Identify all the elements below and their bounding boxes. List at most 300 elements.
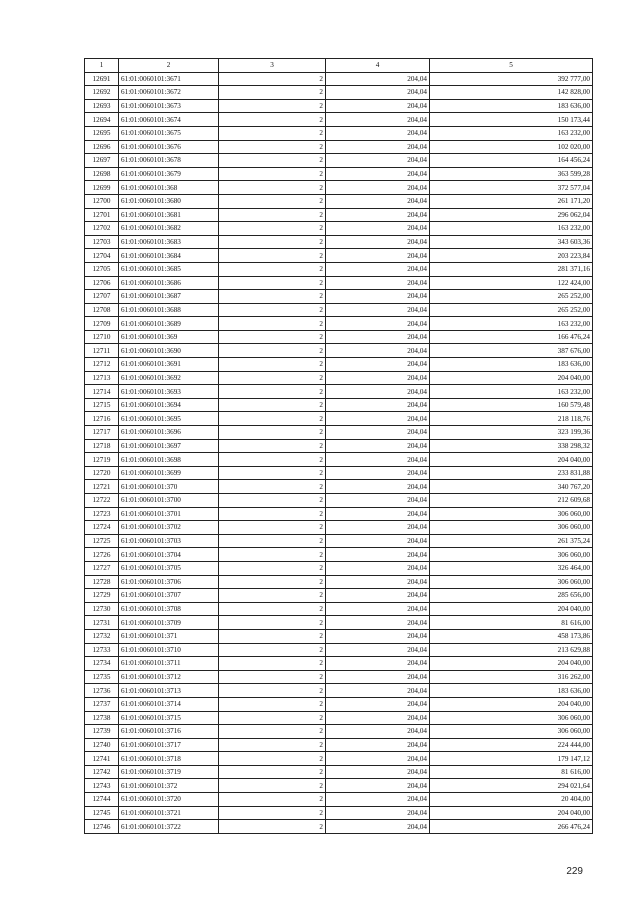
row-number-cell: 12693 (85, 99, 119, 113)
rate-cell: 204,04 (326, 589, 430, 603)
table-row (85, 126, 593, 140)
category-cell: 2 (219, 738, 326, 752)
table-row (85, 262, 593, 276)
category-cell: 2 (219, 86, 326, 100)
table-row (85, 670, 593, 684)
row-number-cell: 12708 (85, 303, 119, 317)
table-header (85, 59, 593, 73)
cadastral-number-cell: 61:01:0060101:3691 (119, 358, 219, 372)
header-row (85, 59, 593, 73)
row-number-cell: 12730 (85, 602, 119, 616)
category-cell: 2 (219, 453, 326, 467)
rate-cell: 204,04 (326, 616, 430, 630)
value-cell: 183 636,00 (430, 99, 593, 113)
table-row (85, 72, 593, 86)
table-row (85, 820, 593, 834)
category-cell: 2 (219, 725, 326, 739)
cadastral-number-cell: 61:01:0060101:3685 (119, 262, 219, 276)
rate-cell: 204,04 (326, 697, 430, 711)
cadastral-number-cell: 61:01:0060101:3704 (119, 548, 219, 562)
column-header-5: 5 (430, 59, 593, 73)
row-number-cell: 12711 (85, 344, 119, 358)
cadastral-number-cell: 61:01:0060101:3713 (119, 684, 219, 698)
category-cell: 2 (219, 113, 326, 127)
value-cell: 392 777,00 (430, 72, 593, 86)
cadastral-number-cell: 61:01:0060101:3712 (119, 670, 219, 684)
table-body (85, 72, 593, 833)
cadastral-number-cell: 61:01:0060101:3715 (119, 711, 219, 725)
cadastral-number-cell: 61:01:0060101:371 (119, 629, 219, 643)
row-number-cell: 12718 (85, 439, 119, 453)
rate-cell: 204,04 (326, 344, 430, 358)
rate-cell: 204,04 (326, 534, 430, 548)
row-number-cell: 12702 (85, 222, 119, 236)
table-row (85, 412, 593, 426)
cadastral-number-cell: 61:01:0060101:3699 (119, 466, 219, 480)
row-number-cell: 12713 (85, 371, 119, 385)
category-cell: 2 (219, 208, 326, 222)
row-number-cell: 12746 (85, 820, 119, 834)
row-number-cell: 12704 (85, 249, 119, 263)
cadastral-number-cell: 61:01:0060101:369 (119, 330, 219, 344)
rate-cell: 204,04 (326, 113, 430, 127)
category-cell: 2 (219, 358, 326, 372)
table-row (85, 738, 593, 752)
cadastral-number-cell: 61:01:0060101:3709 (119, 616, 219, 630)
value-cell: 218 118,76 (430, 412, 593, 426)
table-row (85, 711, 593, 725)
table-row (85, 466, 593, 480)
cadastral-number-cell: 61:01:0060101:3702 (119, 521, 219, 535)
value-cell: 326 464,00 (430, 561, 593, 575)
row-number-cell: 12726 (85, 548, 119, 562)
table-row (85, 398, 593, 412)
value-cell: 281 371,16 (430, 262, 593, 276)
category-cell: 2 (219, 222, 326, 236)
rate-cell: 204,04 (326, 86, 430, 100)
rate-cell: 204,04 (326, 276, 430, 290)
value-cell: 163 232,00 (430, 385, 593, 399)
rate-cell: 204,04 (326, 154, 430, 168)
category-cell: 2 (219, 194, 326, 208)
category-cell: 2 (219, 140, 326, 154)
category-cell: 2 (219, 602, 326, 616)
rate-cell: 204,04 (326, 752, 430, 766)
value-cell: 204 040,00 (430, 657, 593, 671)
category-cell: 2 (219, 466, 326, 480)
table-row (85, 575, 593, 589)
rate-cell: 204,04 (326, 222, 430, 236)
row-number-cell: 12735 (85, 670, 119, 684)
value-cell: 164 456,24 (430, 154, 593, 168)
cadastral-number-cell: 61:01:0060101:3711 (119, 657, 219, 671)
table-row (85, 249, 593, 263)
rate-cell: 204,04 (326, 793, 430, 807)
row-number-cell: 12736 (85, 684, 119, 698)
category-cell: 2 (219, 643, 326, 657)
category-cell: 2 (219, 290, 326, 304)
cadastral-number-cell: 61:01:0060101:3701 (119, 507, 219, 521)
value-cell: 204 040,00 (430, 453, 593, 467)
table-row (85, 602, 593, 616)
category-cell: 2 (219, 657, 326, 671)
value-cell: 306 060,00 (430, 711, 593, 725)
rate-cell: 204,04 (326, 480, 430, 494)
row-number-cell: 12732 (85, 629, 119, 643)
category-cell: 2 (219, 72, 326, 86)
table-row (85, 534, 593, 548)
rate-cell: 204,04 (326, 317, 430, 331)
cadastral-number-cell: 61:01:0060101:3703 (119, 534, 219, 548)
value-cell: 343 603,36 (430, 235, 593, 249)
table-row (85, 330, 593, 344)
cadastral-number-cell: 61:01:0060101:3705 (119, 561, 219, 575)
value-cell: 265 252,00 (430, 290, 593, 304)
category-cell: 2 (219, 439, 326, 453)
category-cell: 2 (219, 330, 326, 344)
category-cell: 2 (219, 575, 326, 589)
row-number-cell: 12701 (85, 208, 119, 222)
value-cell: 179 147,12 (430, 752, 593, 766)
value-cell: 166 476,24 (430, 330, 593, 344)
category-cell: 2 (219, 249, 326, 263)
table-row (85, 235, 593, 249)
row-number-cell: 12707 (85, 290, 119, 304)
table-row (85, 426, 593, 440)
row-number-cell: 12728 (85, 575, 119, 589)
category-cell: 2 (219, 684, 326, 698)
table-row (85, 290, 593, 304)
table-row (85, 684, 593, 698)
category-cell: 2 (219, 276, 326, 290)
cadastral-number-cell: 61:01:0060101:3674 (119, 113, 219, 127)
value-cell: 266 476,24 (430, 820, 593, 834)
row-number-cell: 12694 (85, 113, 119, 127)
value-cell: 20 404,00 (430, 793, 593, 807)
rate-cell: 204,04 (326, 779, 430, 793)
row-number-cell: 12710 (85, 330, 119, 344)
rate-cell: 204,04 (326, 140, 430, 154)
rate-cell: 204,04 (326, 358, 430, 372)
category-cell: 2 (219, 548, 326, 562)
value-cell: 261 375,24 (430, 534, 593, 548)
category-cell: 2 (219, 181, 326, 195)
rate-cell: 204,04 (326, 711, 430, 725)
row-number-cell: 12709 (85, 317, 119, 331)
rate-cell: 204,04 (326, 385, 430, 399)
rate-cell: 204,04 (326, 521, 430, 535)
row-number-cell: 12691 (85, 72, 119, 86)
row-number-cell: 12719 (85, 453, 119, 467)
category-cell: 2 (219, 779, 326, 793)
rate-cell: 204,04 (326, 412, 430, 426)
rate-cell: 204,04 (326, 303, 430, 317)
row-number-cell: 12720 (85, 466, 119, 480)
row-number-cell: 12715 (85, 398, 119, 412)
category-cell: 2 (219, 344, 326, 358)
table-row (85, 194, 593, 208)
value-cell: 233 831,88 (430, 466, 593, 480)
cadastral-number-cell: 61:01:0060101:3718 (119, 752, 219, 766)
table-row (85, 453, 593, 467)
table-row (85, 779, 593, 793)
value-cell: 204 040,00 (430, 806, 593, 820)
cadastral-number-cell: 61:01:0060101:3721 (119, 806, 219, 820)
cadastral-number-cell: 61:01:0060101:3672 (119, 86, 219, 100)
rate-cell: 204,04 (326, 398, 430, 412)
category-cell: 2 (219, 752, 326, 766)
value-cell: 204 040,00 (430, 697, 593, 711)
category-cell: 2 (219, 521, 326, 535)
value-cell: 163 232,00 (430, 222, 593, 236)
value-cell: 203 223,84 (430, 249, 593, 263)
row-number-cell: 12744 (85, 793, 119, 807)
row-number-cell: 12745 (85, 806, 119, 820)
table-row (85, 222, 593, 236)
value-cell: 160 579,48 (430, 398, 593, 412)
rate-cell: 204,04 (326, 371, 430, 385)
value-cell: 338 298,32 (430, 439, 593, 453)
value-cell: 204 040,00 (430, 602, 593, 616)
value-cell: 224 444,00 (430, 738, 593, 752)
rate-cell: 204,04 (326, 453, 430, 467)
value-cell: 294 021,64 (430, 779, 593, 793)
cadastral-number-cell: 61:01:0060101:3689 (119, 317, 219, 331)
value-cell: 340 767,20 (430, 480, 593, 494)
rate-cell: 204,04 (326, 657, 430, 671)
rate-cell: 204,04 (326, 820, 430, 834)
category-cell: 2 (219, 507, 326, 521)
cadastral-number-cell: 61:01:0060101:3694 (119, 398, 219, 412)
row-number-cell: 12703 (85, 235, 119, 249)
cadastral-number-cell: 61:01:0060101:3695 (119, 412, 219, 426)
category-cell: 2 (219, 534, 326, 548)
category-cell: 2 (219, 561, 326, 575)
cadastral-number-cell: 61:01:0060101:3719 (119, 765, 219, 779)
cadastral-number-cell: 61:01:0060101:3710 (119, 643, 219, 657)
rate-cell: 204,04 (326, 439, 430, 453)
cadastral-number-cell: 61:01:0060101:3716 (119, 725, 219, 739)
row-number-cell: 12700 (85, 194, 119, 208)
value-cell: 213 629,88 (430, 643, 593, 657)
rate-cell: 204,04 (326, 290, 430, 304)
row-number-cell: 12699 (85, 181, 119, 195)
table-row (85, 113, 593, 127)
rate-cell: 204,04 (326, 99, 430, 113)
rate-cell: 204,04 (326, 561, 430, 575)
cadastral-number-cell: 61:01:0060101:3687 (119, 290, 219, 304)
cadastral-number-cell: 61:01:0060101:3697 (119, 439, 219, 453)
value-cell: 163 232,00 (430, 126, 593, 140)
rate-cell: 204,04 (326, 262, 430, 276)
category-cell: 2 (219, 494, 326, 508)
category-cell: 2 (219, 371, 326, 385)
table-row (85, 303, 593, 317)
table-row (85, 616, 593, 630)
row-number-cell: 12716 (85, 412, 119, 426)
cadastral-number-cell: 61:01:0060101:3684 (119, 249, 219, 263)
category-cell: 2 (219, 711, 326, 725)
category-cell: 2 (219, 167, 326, 181)
category-cell: 2 (219, 99, 326, 113)
table-row (85, 344, 593, 358)
row-number-cell: 12739 (85, 725, 119, 739)
category-cell: 2 (219, 629, 326, 643)
row-number-cell: 12692 (85, 86, 119, 100)
table-row (85, 725, 593, 739)
column-header-1: 1 (85, 59, 119, 73)
rate-cell: 204,04 (326, 235, 430, 249)
cadastral-number-cell: 61:01:0060101:3686 (119, 276, 219, 290)
table-row (85, 561, 593, 575)
rate-cell: 204,04 (326, 806, 430, 820)
cadastral-number-cell: 61:01:0060101:3717 (119, 738, 219, 752)
row-number-cell: 12712 (85, 358, 119, 372)
category-cell: 2 (219, 126, 326, 140)
value-cell: 142 828,00 (430, 86, 593, 100)
rate-cell: 204,04 (326, 629, 430, 643)
rate-cell: 204,04 (326, 738, 430, 752)
rate-cell: 204,04 (326, 167, 430, 181)
rate-cell: 204,04 (326, 194, 430, 208)
category-cell: 2 (219, 426, 326, 440)
value-cell: 306 060,00 (430, 507, 593, 521)
cadastral-number-cell: 61:01:0060101:3681 (119, 208, 219, 222)
cadastral-number-cell: 61:01:0060101:3692 (119, 371, 219, 385)
cadastral-number-cell: 61:01:0060101:3680 (119, 194, 219, 208)
data-table (84, 58, 593, 834)
row-number-cell: 12721 (85, 480, 119, 494)
value-cell: 212 609,68 (430, 494, 593, 508)
cadastral-number-cell: 61:01:0060101:370 (119, 480, 219, 494)
category-cell: 2 (219, 412, 326, 426)
value-cell: 306 060,00 (430, 575, 593, 589)
row-number-cell: 12733 (85, 643, 119, 657)
table-row (85, 548, 593, 562)
table-row (85, 439, 593, 453)
table-row (85, 765, 593, 779)
category-cell: 2 (219, 806, 326, 820)
value-cell: 204 040,00 (430, 371, 593, 385)
table-row (85, 480, 593, 494)
value-cell: 265 252,00 (430, 303, 593, 317)
category-cell: 2 (219, 697, 326, 711)
value-cell: 387 676,00 (430, 344, 593, 358)
value-cell: 183 636,00 (430, 684, 593, 698)
value-cell: 372 577,04 (430, 181, 593, 195)
rate-cell: 204,04 (326, 466, 430, 480)
row-number-cell: 12714 (85, 385, 119, 399)
table-row (85, 806, 593, 820)
table-row (85, 276, 593, 290)
row-number-cell: 12742 (85, 765, 119, 779)
table-row (85, 371, 593, 385)
table-row (85, 86, 593, 100)
value-cell: 363 599,28 (430, 167, 593, 181)
table-row (85, 99, 593, 113)
cadastral-number-cell: 61:01:0060101:3722 (119, 820, 219, 834)
row-number-cell: 12734 (85, 657, 119, 671)
row-number-cell: 12731 (85, 616, 119, 630)
value-cell: 306 060,00 (430, 548, 593, 562)
cadastral-number-cell: 61:01:0060101:372 (119, 779, 219, 793)
cadastral-number-cell: 61:01:0060101:3688 (119, 303, 219, 317)
cadastral-number-cell: 61:01:0060101:3675 (119, 126, 219, 140)
table-row (85, 697, 593, 711)
row-number-cell: 12737 (85, 697, 119, 711)
table-row (85, 181, 593, 195)
category-cell: 2 (219, 616, 326, 630)
rate-cell: 204,04 (326, 507, 430, 521)
cadastral-number-cell: 61:01:0060101:3696 (119, 426, 219, 440)
rate-cell: 204,04 (326, 181, 430, 195)
table-row (85, 140, 593, 154)
column-header-4: 4 (326, 59, 430, 73)
row-number-cell: 12724 (85, 521, 119, 535)
table-row (85, 317, 593, 331)
table-row (85, 154, 593, 168)
cadastral-number-cell: 61:01:0060101:3679 (119, 167, 219, 181)
value-cell: 296 062,04 (430, 208, 593, 222)
value-cell: 81 616,00 (430, 765, 593, 779)
row-number-cell: 12729 (85, 589, 119, 603)
rate-cell: 204,04 (326, 426, 430, 440)
category-cell: 2 (219, 670, 326, 684)
value-cell: 261 171,20 (430, 194, 593, 208)
row-number-cell: 12696 (85, 140, 119, 154)
row-number-cell: 12738 (85, 711, 119, 725)
column-header-3: 3 (219, 59, 326, 73)
row-number-cell: 12722 (85, 494, 119, 508)
row-number-cell: 12741 (85, 752, 119, 766)
rate-cell: 204,04 (326, 494, 430, 508)
rate-cell: 204,04 (326, 330, 430, 344)
value-cell: 316 262,00 (430, 670, 593, 684)
rate-cell: 204,04 (326, 765, 430, 779)
table-row (85, 507, 593, 521)
row-number-cell: 12695 (85, 126, 119, 140)
table-row (85, 208, 593, 222)
table-row (85, 752, 593, 766)
value-cell: 150 173,44 (430, 113, 593, 127)
row-number-cell: 12706 (85, 276, 119, 290)
table-row (85, 358, 593, 372)
cadastral-number-cell: 61:01:0060101:3673 (119, 99, 219, 113)
table-row (85, 657, 593, 671)
cadastral-number-cell: 61:01:0060101:3706 (119, 575, 219, 589)
category-cell: 2 (219, 385, 326, 399)
value-cell: 81 616,00 (430, 616, 593, 630)
table-row (85, 167, 593, 181)
cadastral-number-cell: 61:01:0060101:3690 (119, 344, 219, 358)
row-number-cell: 12740 (85, 738, 119, 752)
row-number-cell: 12723 (85, 507, 119, 521)
cadastral-number-cell: 61:01:0060101:3678 (119, 154, 219, 168)
rate-cell: 204,04 (326, 249, 430, 263)
category-cell: 2 (219, 589, 326, 603)
table-row (85, 589, 593, 603)
category-cell: 2 (219, 317, 326, 331)
table-row (85, 793, 593, 807)
rate-cell: 204,04 (326, 575, 430, 589)
table-row (85, 629, 593, 643)
value-cell: 306 060,00 (430, 521, 593, 535)
page-number: 229 (566, 866, 583, 877)
table-row (85, 643, 593, 657)
table-row (85, 494, 593, 508)
row-number-cell: 12698 (85, 167, 119, 181)
rate-cell: 204,04 (326, 548, 430, 562)
